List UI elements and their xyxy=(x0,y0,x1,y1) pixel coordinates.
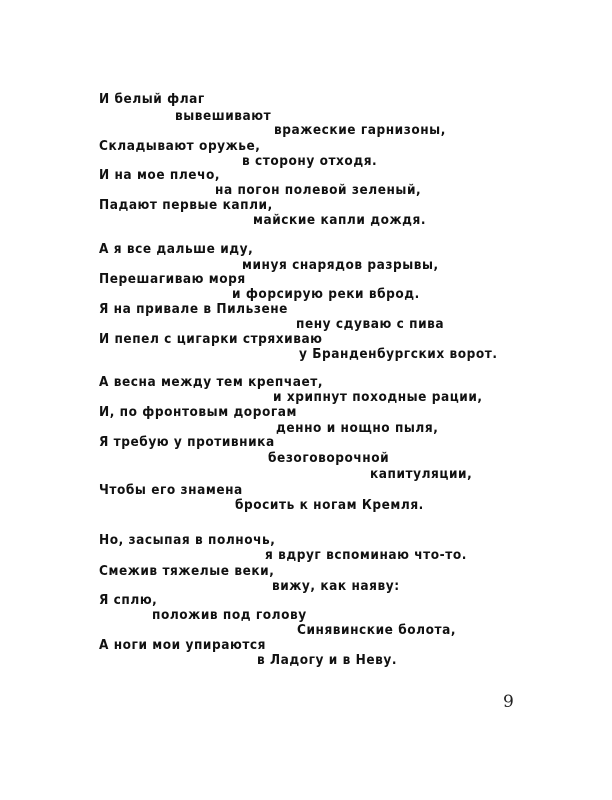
poem-line: И, по фронтовым дорогам xyxy=(99,404,297,420)
poem-line: пену сдуваю с пива xyxy=(296,316,445,332)
poem-line: безоговорочной xyxy=(268,450,390,466)
poem-line: И белый флаг xyxy=(99,91,205,107)
poem-line: Перешагиваю моря xyxy=(99,271,246,287)
poem-line: у Бранденбургских ворот. xyxy=(299,346,498,362)
poem-line: на погон полевой зеленый, xyxy=(215,182,422,198)
poem-line: минуя снарядов разрывы, xyxy=(242,257,439,273)
poem-line: Смежив тяжелые веки, xyxy=(99,563,275,579)
poem-line: Складывают оружье, xyxy=(99,138,261,154)
poem-line: вражеские гарнизоны, xyxy=(274,122,446,138)
poem-line: Но, засыпая в полночь, xyxy=(99,532,276,548)
poem-line: Я сплю, xyxy=(99,592,158,608)
poem-line: и хрипнут походные рации, xyxy=(273,389,483,405)
poem-line: И на мое плечо, xyxy=(99,167,221,183)
poem-line: в Ладогу и в Неву. xyxy=(257,652,398,668)
poem-line: И пепел с цигарки стряхиваю xyxy=(99,331,323,347)
poem-line: Я на привале в Пильзене xyxy=(99,301,288,317)
poem-line: вижу, как наяву: xyxy=(272,578,400,594)
poem-line: А весна между тем крепчает, xyxy=(99,374,324,390)
poem-line: вывешивают xyxy=(175,108,272,124)
poem-line: Синявинские болота, xyxy=(297,622,456,638)
page-number: 9 xyxy=(503,692,514,712)
poem-line: А я все дальше иду, xyxy=(99,241,254,257)
poem-line: майские капли дождя. xyxy=(253,212,426,228)
poem-line: Падают первые капли, xyxy=(99,197,273,213)
poem-line: Я требую у противника xyxy=(99,434,275,450)
poem-line: в сторону отходя. xyxy=(242,153,378,169)
poem-line: бросить к ногам Кремля. xyxy=(235,497,424,513)
poem-line: положив под голову xyxy=(152,607,307,623)
poem-line: А ноги мои упираются xyxy=(99,637,267,653)
poem-line: я вдруг вспоминаю что-то. xyxy=(265,547,467,563)
poem-line: и форсирую реки вброд. xyxy=(232,286,420,302)
poem-line: Чтобы его знамена xyxy=(99,482,243,498)
poem-line: капитуляции, xyxy=(370,466,473,482)
poem-line: денно и нощно пыля, xyxy=(276,420,439,436)
